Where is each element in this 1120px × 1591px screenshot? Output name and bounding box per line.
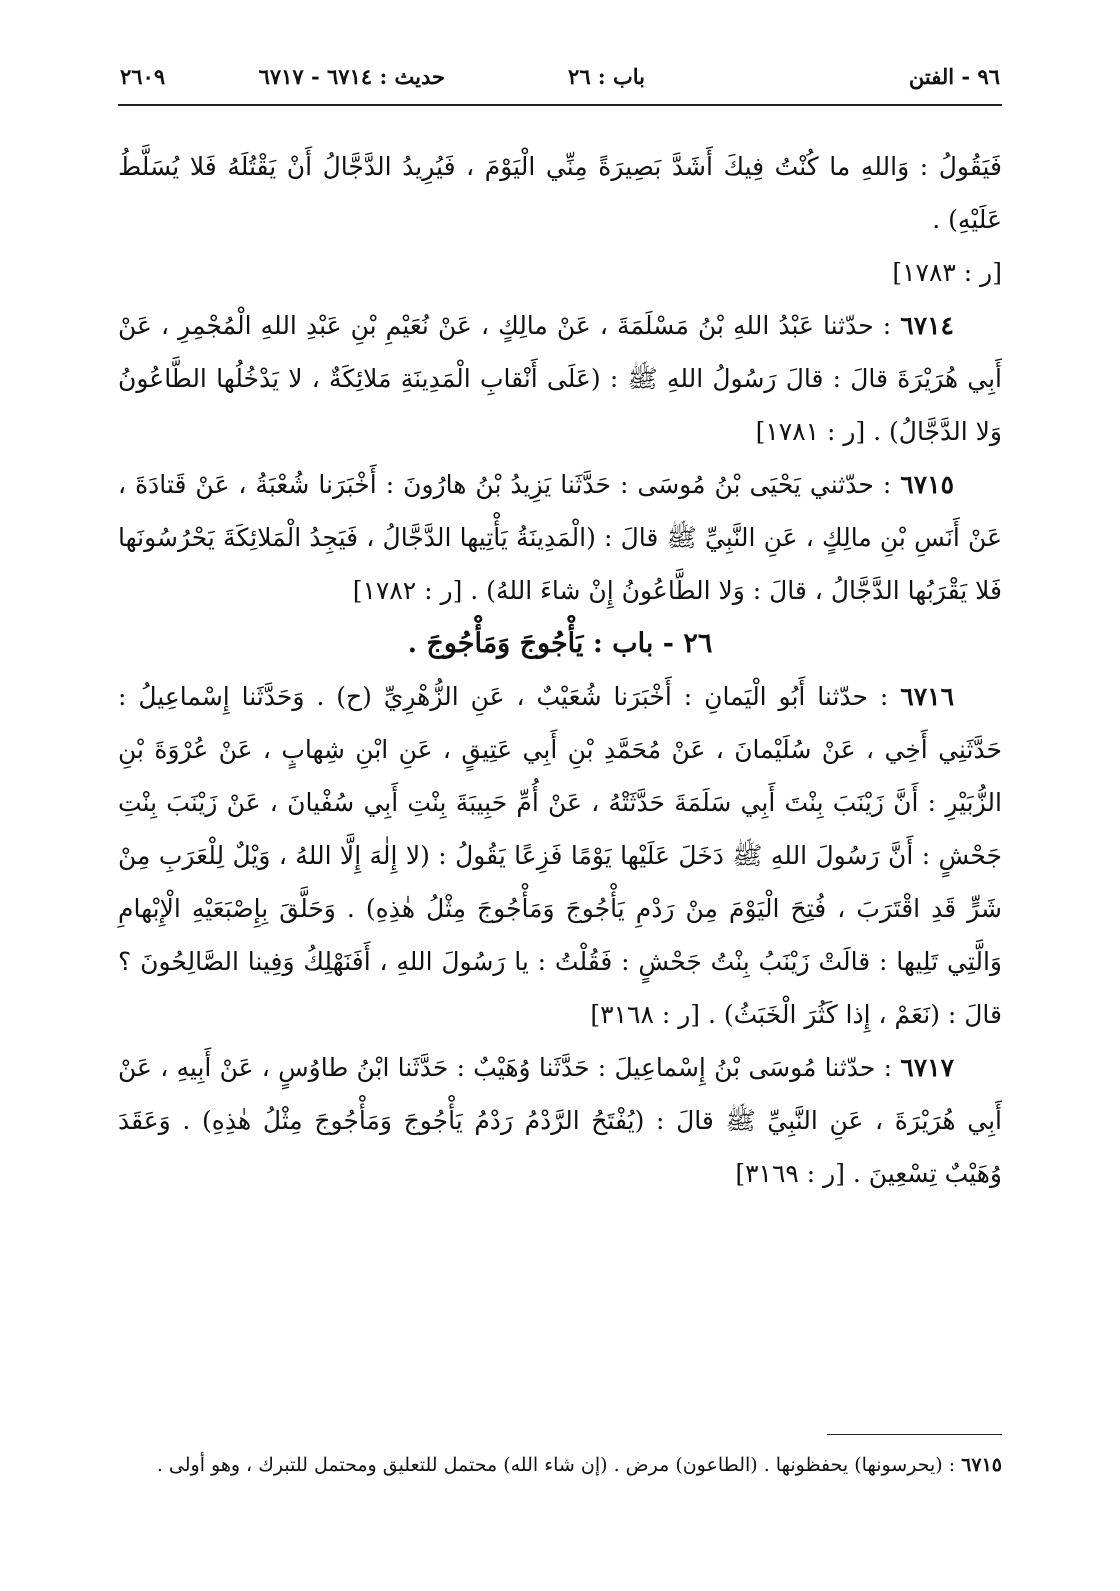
running-header [120, 58, 1000, 98]
cross-reference: [ر : ١٧٨٣] [892, 258, 1002, 287]
hadith-number: ٦٧١٥ [900, 470, 954, 499]
footnote-number: ٦٧١٥ [961, 1454, 1002, 1476]
hadith-text: : حدّثنا عَبْدُ اللهِ بْنُ مَسْلَمَةَ ، عَنْ مالِكٍ ، عَنْ نُعَيْمِ بْنِ عَبْدِ اللهِ الْمُجْمِرِ ، عَنْ أَبِي هُرَيْرَةَ قالَ : قالَ رَسُولُ اللهِ ﷺ : (عَلَى أَنْقابِ الْمَدِينَةِ مَلائِكَةٌ ، لا يَدْخُلُها الطَّاعُونُ وَلا الدَّجَّالُ) . [ر : ١٧٨١] [118, 311, 1002, 446]
hadith-number: ٦٧١٤ [900, 311, 954, 340]
hadith-text: : حدّثني يَحْيَى بْنُ مُوسَى : حَدَّثَنا يَزِيدُ بْنُ هارُونَ : أَخْبَرَنا شُعْبَةُ ، عَنْ قَتادَةَ ، عَنْ أَنَسِ بْنِ مالِكٍ ، عَنِ النَّبِيِّ ﷺ قالَ : (الْمَدِينَةُ يَأْتِيها الدَّجَّالُ ، فَيَجِدُ الْمَلائِكَةَ يَحْرُسُونَها فَلا يَقْرَبُها الدَّجَّالُ ، قالَ : وَلا الطَّاعُونُ إِنْ شاءَ اللهُ) . [ر : ١٧٨٢] [118, 470, 1002, 605]
hadith-number: ٦٧١٧ [900, 1053, 954, 1082]
footnote-text: : (يحرسونها) يحفظونها . (الطاعون) مرض . (إن شاء الله) محتمل للتعليق ومحتمل للتبرك ، وهو أولى . [156, 1454, 956, 1476]
header-rule [118, 104, 1002, 106]
header-chapter: باب : ٢٦ [568, 64, 645, 89]
main-text [118, 140, 1002, 1200]
header-hadith-range: حديث : ٦٧١٤ - ٦٧١٧ [258, 64, 445, 89]
hadith-6714 [118, 299, 1002, 458]
hadith-6717 [118, 1041, 1002, 1200]
footnote-rule [827, 1434, 1002, 1435]
chapter-heading: ٢٦ - باب : يَأْجُوجَ وَمَأْجُوجَ . [407, 628, 713, 659]
header-book-title: ٩٦ - الفتن [908, 64, 1000, 89]
hadith-text: : حدّثنا أَبُو الْيَمانِ : أَخْبَرَنا شُعَيْبٌ ، عَنِ الزُّهْرِيِّ (ح) . وَحَدَّثَنا إِسْماعِيلُ : حَدَّثَنِي أَخِي ، عَنْ سُلَيْمانَ ، عَنْ مُحَمَّدِ بْنِ أَبِي عَتِيقٍ ، عَنِ ابْنِ شِهابٍ ، عَنْ عُرْوَةَ بْنِ الزُّبَيْرِ : أَنَّ زَيْنَبَ بِنْتَ أَبِي سَلَمَةَ حَدَّثَتْهُ ، عَنْ أُمِّ حَبِيبَةَ بِنْتِ أَبِي سُفْيانَ ، عَنْ زَيْنَبَ بِنْتِ جَحْشٍ : أَنَّ رَسُولَ اللهِ ﷺ دَخَلَ عَلَيْها يَوْمًا فَزِعًا يَقُولُ : (لا إِلٰهَ إِلَّا اللهُ ، وَيْلٌ لِلْعَرَبِ مِنْ شَرٍّ قَدِ اقْتَرَبَ ، فُتِحَ الْيَوْمَ مِنْ رَدْمِ يَأْجُوجَ وَمَأْجُوجَ مِثْلُ هٰذِهِ) . وَحَلَّقَ بِإِصْبَعَيْهِ الْإِبْهامِ وَالَّتِي تَلِيها : قالَتْ زَيْنَبُ بِنْتُ جَحْشٍ : فَقُلْتُ : يا رَسُولَ اللهِ ، أَفَنَهْلِكُ وَفِينا الصَّالِحُونَ ؟ قالَ : (نَعَمْ ، إِذا كَثُرَ الْخَبَثُ) . [ر : ٣١٦٨] [118, 682, 1002, 1029]
page-number: ٢٦٠٩ [120, 64, 166, 89]
hadith-6715 [118, 458, 1002, 617]
footnote [118, 1450, 1002, 1480]
hadith-number: ٦٧١٦ [900, 682, 955, 711]
hadith-6716 [118, 670, 1002, 1041]
hadith-text: : حدّثنا مُوسَى بْنُ إِسْماعِيلَ : حَدَّثَنا وُهَيْبٌ : حَدَّثَنا ابْنُ طاوُسٍ ، عَنْ أَبِيهِ ، عَنْ أَبِي هُرَيْرَةَ ، عَنِ النَّبِيِّ ﷺ قالَ : (يُفْتَحُ الرَّدْمُ رَدْمُ يَأْجُوجَ وَمَأْجُوجَ مِثْلُ هٰذِهِ) . وَعَقَدَ وُهَيْبٌ تِسْعِينَ . [ر : ٣١٦٩] [118, 1053, 1002, 1188]
continued-hadith-text: فَيَقُولُ : وَاللهِ ما كُنْتُ فِيكَ أَشَدَّ بَصِيرَةً مِنِّي الْيَوْمَ ، فَيُرِيدُ الدَّجَّالُ أَنْ يَقْتُلَهُ فَلا يُسَلَّطُ عَلَيْهِ) . [118, 152, 1002, 234]
